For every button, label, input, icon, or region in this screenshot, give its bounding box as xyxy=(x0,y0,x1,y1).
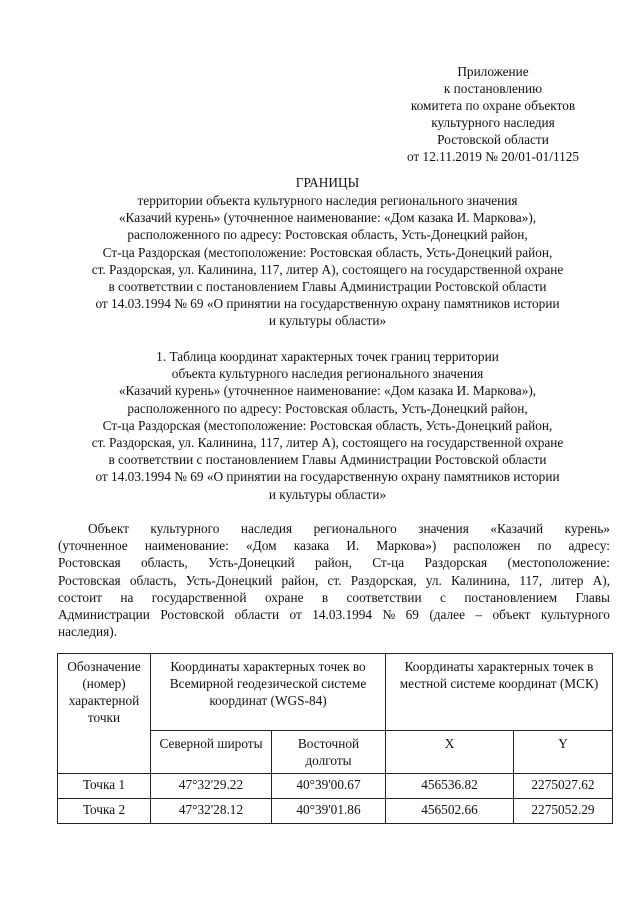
paragraph-word: Раздорская xyxy=(424,555,488,571)
paragraph-word: 69 xyxy=(405,607,419,623)
subtitle-line: Ст-ца Раздорская (местоположение: Ростовская область, Усть-Донецкий район, xyxy=(102,244,553,260)
subtitle-line: и культуры области» xyxy=(268,313,387,329)
paragraph-word: район, xyxy=(281,572,319,588)
paragraph-line xyxy=(58,554,610,571)
paragraph-word: культурного xyxy=(540,607,610,623)
section-heading-line: объекта культурного наследия регионального значения xyxy=(171,366,484,382)
section-heading-line: 1. Таблица координат характерных точек границ территории xyxy=(156,349,499,364)
paragraph-line xyxy=(58,520,610,537)
point-id-cell: Точка 1 xyxy=(58,774,151,799)
paragraph-line xyxy=(58,537,610,554)
paragraph-word: № xyxy=(382,607,396,623)
paragraph-word: Объект xyxy=(88,521,129,536)
paragraph-word: значения xyxy=(418,521,469,536)
paragraph-word: Раздорская, xyxy=(350,572,417,588)
document-subtitle xyxy=(0,192,640,330)
paragraph-word: Главы xyxy=(575,589,610,605)
subheader-y: Y xyxy=(514,731,613,774)
x-cell: 456536.82 xyxy=(386,774,514,799)
paragraph-word: – xyxy=(475,607,483,623)
paragraph-word: государственной xyxy=(151,589,247,605)
table-row xyxy=(58,774,613,799)
subtitle-line: расположенного по адресу: Ростовская область, Усть-Донецкий район, xyxy=(127,227,528,243)
subtitle-line: в соответствии с постановлением Главы Администрации Ростовской области xyxy=(108,279,547,295)
paragraph-word: «Дом xyxy=(246,538,277,554)
paragraph-word: расположен xyxy=(453,538,521,554)
paragraph-line xyxy=(58,572,610,589)
paragraph-word: (уточненное xyxy=(58,538,128,554)
subheader-x: X xyxy=(386,731,514,774)
paragraph-word: Ростовская xyxy=(58,555,121,571)
paragraph-word: А), xyxy=(592,572,610,588)
paragraph-word: 14.03.1994 xyxy=(312,607,373,623)
paragraph-word: Ростовской xyxy=(160,607,225,623)
section-heading-line: ст. Раздорская, ул. Калинина, 117, литер А), состоящего на государственной охране xyxy=(91,435,564,451)
appendix-line: от 12.11.2019 № 20/01-01/1125 xyxy=(406,149,580,164)
table-row xyxy=(58,799,613,824)
paragraph-word: Усть-Донецкий xyxy=(185,572,273,588)
paragraph-word: регионального xyxy=(313,521,397,536)
subtitle-line: территории объекта культурного наследия регионального значения xyxy=(137,193,518,208)
section-1-heading xyxy=(0,348,640,503)
table-header-row xyxy=(58,654,613,731)
latitude-cell: 47°32'28.12 xyxy=(151,799,272,824)
latitude-cell: 47°32'29.22 xyxy=(151,774,272,799)
subtitle-line: ст. Раздорская, ул. Калинина, 117, литер А), состоящего на государственной охране xyxy=(91,261,564,277)
appendix-line: к постановлению xyxy=(443,81,543,96)
paragraph-word: ст. xyxy=(327,572,342,588)
paragraph-word: адресу: xyxy=(568,538,610,554)
appendix-line: Ростовской области xyxy=(437,132,549,147)
paragraph-word: соответствии xyxy=(346,589,422,605)
section-heading-line: Ст-ца Раздорская (местоположение: Ростовская область, Усть-Донецкий район, xyxy=(102,417,553,433)
appendix-line: Приложение xyxy=(457,64,529,79)
paragraph-word: (далее xyxy=(429,607,465,623)
y-cell: 2275052.29 xyxy=(514,799,613,824)
section-heading-line: и культуры области» xyxy=(268,486,387,502)
paragraph-word: Усть-Донецкий xyxy=(208,555,295,571)
paragraph-word: 117, xyxy=(519,572,543,588)
paragraph-word: область, xyxy=(140,555,188,571)
paragraph-word: наследия). xyxy=(58,624,118,640)
object-description-paragraph xyxy=(58,520,610,640)
document-title: ГРАНИЦЫ xyxy=(295,175,360,190)
paragraph-word: (местоположение: xyxy=(507,555,610,571)
longitude-cell: 40°39'01.86 xyxy=(272,799,386,824)
paragraph-line xyxy=(58,606,610,623)
paragraph-word: Ростовская xyxy=(58,572,121,588)
paragraph-word: район, xyxy=(315,555,352,571)
header-msk: Координаты характерных точек в местной системе координат (МСК) xyxy=(386,654,613,731)
paragraph-word: Ст-ца xyxy=(372,555,405,571)
page-bottom-area xyxy=(0,826,640,905)
appendix-header xyxy=(388,63,598,165)
longitude-cell: 40°39'00.67 xyxy=(272,774,386,799)
subtitle-line: от 14.03.1994 № 69 «О принятии на государственную охрану памятников истории xyxy=(95,296,560,312)
paragraph-word: от xyxy=(289,607,302,623)
paragraph-word: в xyxy=(321,589,329,605)
paragraph-word: литер xyxy=(551,572,584,588)
subheader-longitude: Восточной долготы xyxy=(272,731,386,774)
subheader-latitude: Северной широты xyxy=(151,731,272,774)
section-heading-line: от 14.03.1994 № 69 «О принятии на государственную охрану памятников истории xyxy=(95,469,560,485)
header-point-id: Обозначение (номер) характерной точки xyxy=(58,654,151,774)
paragraph-line xyxy=(58,589,610,606)
paragraph-word: постановлением xyxy=(464,589,558,605)
paragraph-word: культурного xyxy=(150,521,220,536)
appendix-line: комитета по охране объектов xyxy=(410,98,576,113)
coordinates-table xyxy=(57,653,613,824)
y-cell: 2275027.62 xyxy=(514,774,613,799)
appendix-line: культурного наследия xyxy=(431,115,555,130)
paragraph-word: Маркова») xyxy=(376,538,437,554)
paragraph-word: ул. xyxy=(425,572,442,588)
paragraph-word: область, xyxy=(129,572,177,588)
paragraph-word: по xyxy=(537,538,552,554)
paragraph-word: наследия xyxy=(240,521,293,536)
section-heading-line: «Казачий курень» (уточненное наименование: «Дом казака И. Маркова»), xyxy=(118,383,537,399)
paragraph-word: «Казачий xyxy=(490,521,544,536)
section-heading-line: расположенного по адресу: Ростовская область, Усть-Донецкий район, xyxy=(127,400,528,416)
section-heading-line: в соответствии с постановлением Главы Администрации Ростовской области xyxy=(108,452,547,468)
paragraph-line xyxy=(58,623,610,640)
subtitle-line: «Казачий курень» (уточненное наименование: «Дом казака И. Маркова»), xyxy=(118,210,537,226)
paragraph-word: курень» xyxy=(564,521,610,536)
paragraph-word: на xyxy=(120,589,134,605)
paragraph-word: области xyxy=(234,607,280,623)
x-cell: 456502.66 xyxy=(386,799,514,824)
paragraph-word: объект xyxy=(492,607,531,623)
paragraph-word: казака xyxy=(293,538,330,554)
paragraph-word: состоит xyxy=(58,589,102,605)
paragraph-word: охране xyxy=(264,589,304,605)
paragraph-word: Калинина, xyxy=(451,572,511,588)
paragraph-word: наименование: xyxy=(144,538,229,554)
paragraph-word: Администрации xyxy=(58,607,150,623)
paragraph-word: с xyxy=(440,589,446,605)
paragraph-word: И. xyxy=(346,538,360,554)
point-id-cell: Точка 2 xyxy=(58,799,151,824)
header-wgs84: Координаты характерных точек во Всемирной геодезической системе координат (WGS-84) xyxy=(151,654,386,731)
